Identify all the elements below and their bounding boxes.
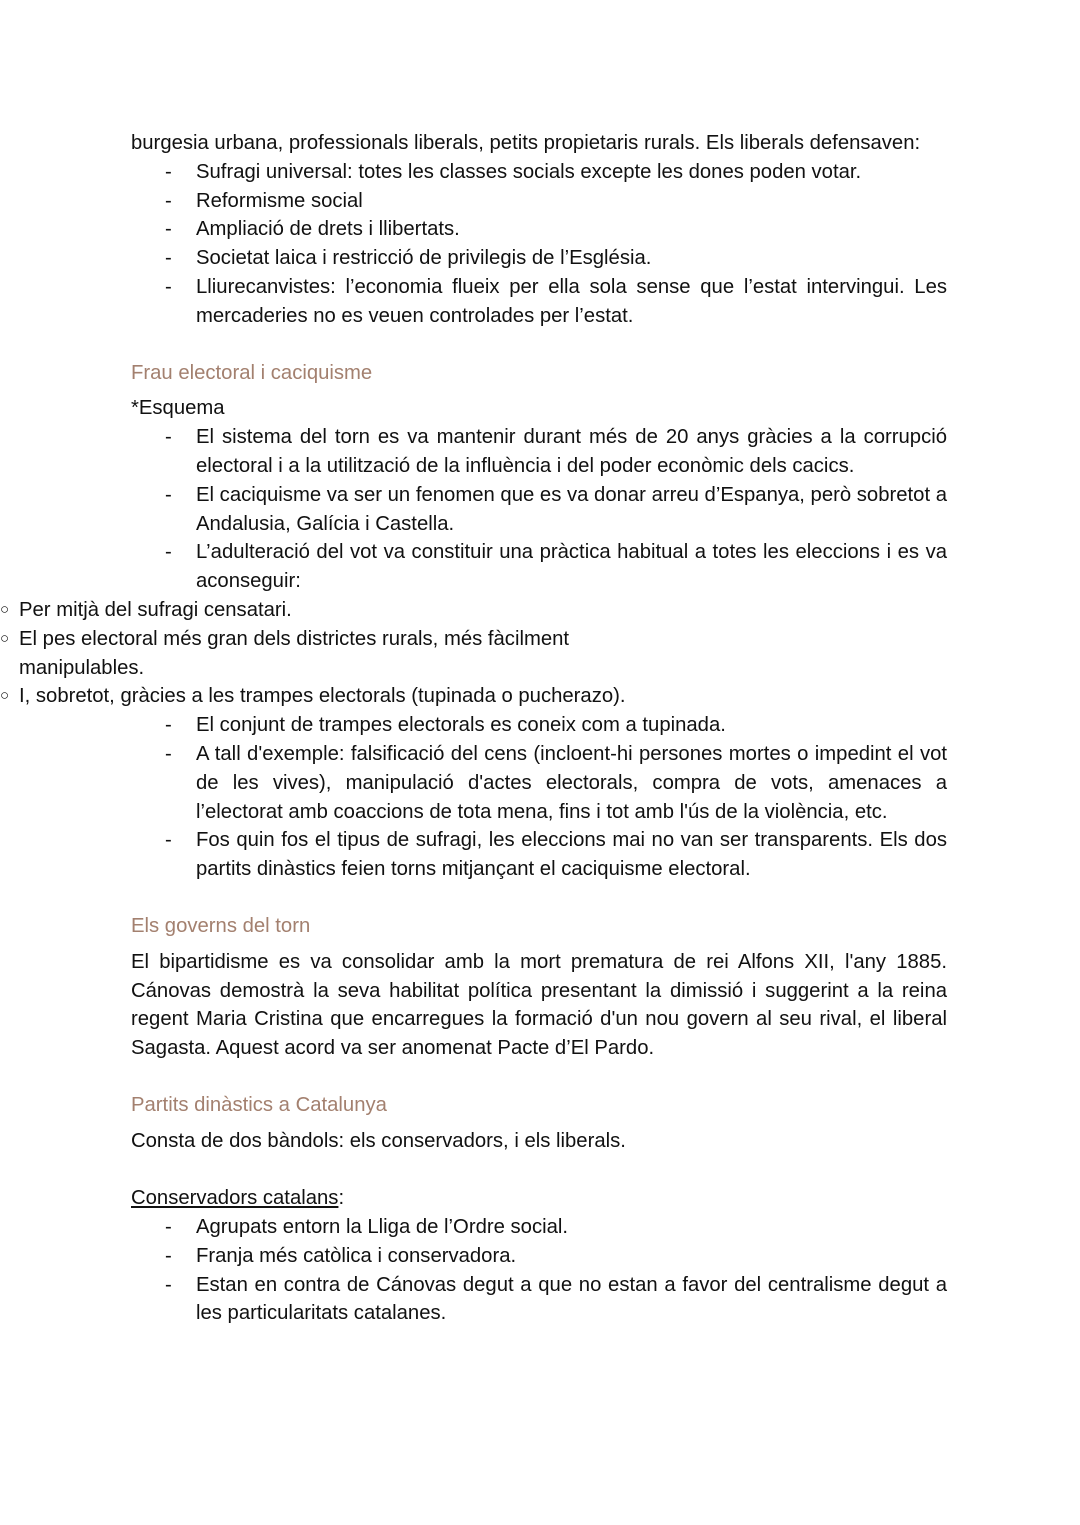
frau-list-2 (131, 711, 947, 884)
list-item: - Estan en contra de Cánovas degut a que no estan a favor del centralisme degut a les particularitats catalanes. (196, 1271, 947, 1329)
subheading-text: Conservadors catalans (131, 1187, 339, 1210)
subheading-conservadors (131, 1184, 947, 1213)
list-item: - El conjunt de trampes electorals es coneix com a tupinada. (196, 711, 947, 740)
note: *Esquema (131, 397, 225, 420)
partits-paragraph: Consta de dos bàndols: els conservadors, i els liberals. (131, 1129, 626, 1152)
list-item: - Fos quin fos el tipus de sufragi, les eleccions mai no van ser transparents. Els dos partits dinàstics feien torns mitjançant el caciquisme electoral. (196, 826, 947, 884)
list-item: ○ El pes electoral més gran dels districtes rurals, més fàcilment manipulables. (0, 625, 685, 683)
list-item: - Societat laica i restricció de privilegis de l’Església. (196, 244, 947, 273)
liberals-list (131, 158, 947, 331)
document-page (19, 129, 947, 1328)
section-heading-partits: Partits dinàstics a Catalunya (131, 1093, 387, 1116)
list-item: ○ Per mitjà del sufragi censatari. (0, 596, 685, 625)
list-item: - Reformisme social (196, 187, 947, 216)
list-item: - A tall d'exemple: falsificació del cens (incloent-hi persones mortes o impedint el vot de les vives), manipulació d'actes electorals, compra de vots, amenaces a l’electorat amb coaccions de tota mena, fins i tot amb l'ús de la violència, etc. (196, 740, 947, 826)
list-item: ○ I, sobretot, gràcies a les trampes electorals (tupinada o pucherazo). (0, 682, 685, 711)
list-item: - Franja més catòlica i conservadora. (196, 1242, 947, 1271)
list-item: - Agrupats entorn la Lliga de l’Ordre social. (196, 1213, 947, 1242)
list-item: - L’adulteració del vot va constituir una pràctica habitual a totes les eleccions i es va aconseguir: (196, 538, 947, 596)
subheading-colon: : (338, 1187, 345, 1210)
list-item: - El caciquisme va ser un fenomen que es va donar arreu d’Espanya, però sobretot a Andalusia, Galícia i Castella. (196, 481, 947, 539)
list-item: - Lliurecanvistes: l’economia flueix per ella sola sense que l’estat intervingui. Les mercaderies no es veuen controlades per l’estat. (196, 273, 947, 331)
frau-list (131, 423, 947, 596)
section-heading-governs: Els governs del torn (131, 914, 311, 937)
intro-paragraph: burgesia urbana, professionals liberals, petits propietaris rurals. Els liberals defensaven: (131, 132, 921, 154)
section-heading-frau: Frau electoral i caciquisme (131, 361, 373, 384)
list-item: - El sistema del torn es va mantenir durant més de 20 anys gràcies a la corrupció electoral i a la utilització de la influència i del poder econòmic dels cacics. (196, 423, 947, 481)
frau-circle-list (0, 596, 816, 711)
list-item: - Sufragi universal: totes les classes socials excepte les dones poden votar. (196, 158, 947, 187)
conservadors-list (131, 1213, 947, 1328)
governs-paragraph: El bipartidisme es va consolidar amb la mort prematura de rei Alfons XII, l'any 1885. Cánovas demostrà la seva habilitat política presentant la dimissió i suggerint a la reina regent Maria Cristina que encarregues la formació d'un nou govern al seu rival, el liberal Sagasta. Aquest acord va ser anomenat Pacte d’El Pardo. (131, 950, 947, 1060)
list-item: - Ampliació de drets i llibertats. (196, 215, 947, 244)
